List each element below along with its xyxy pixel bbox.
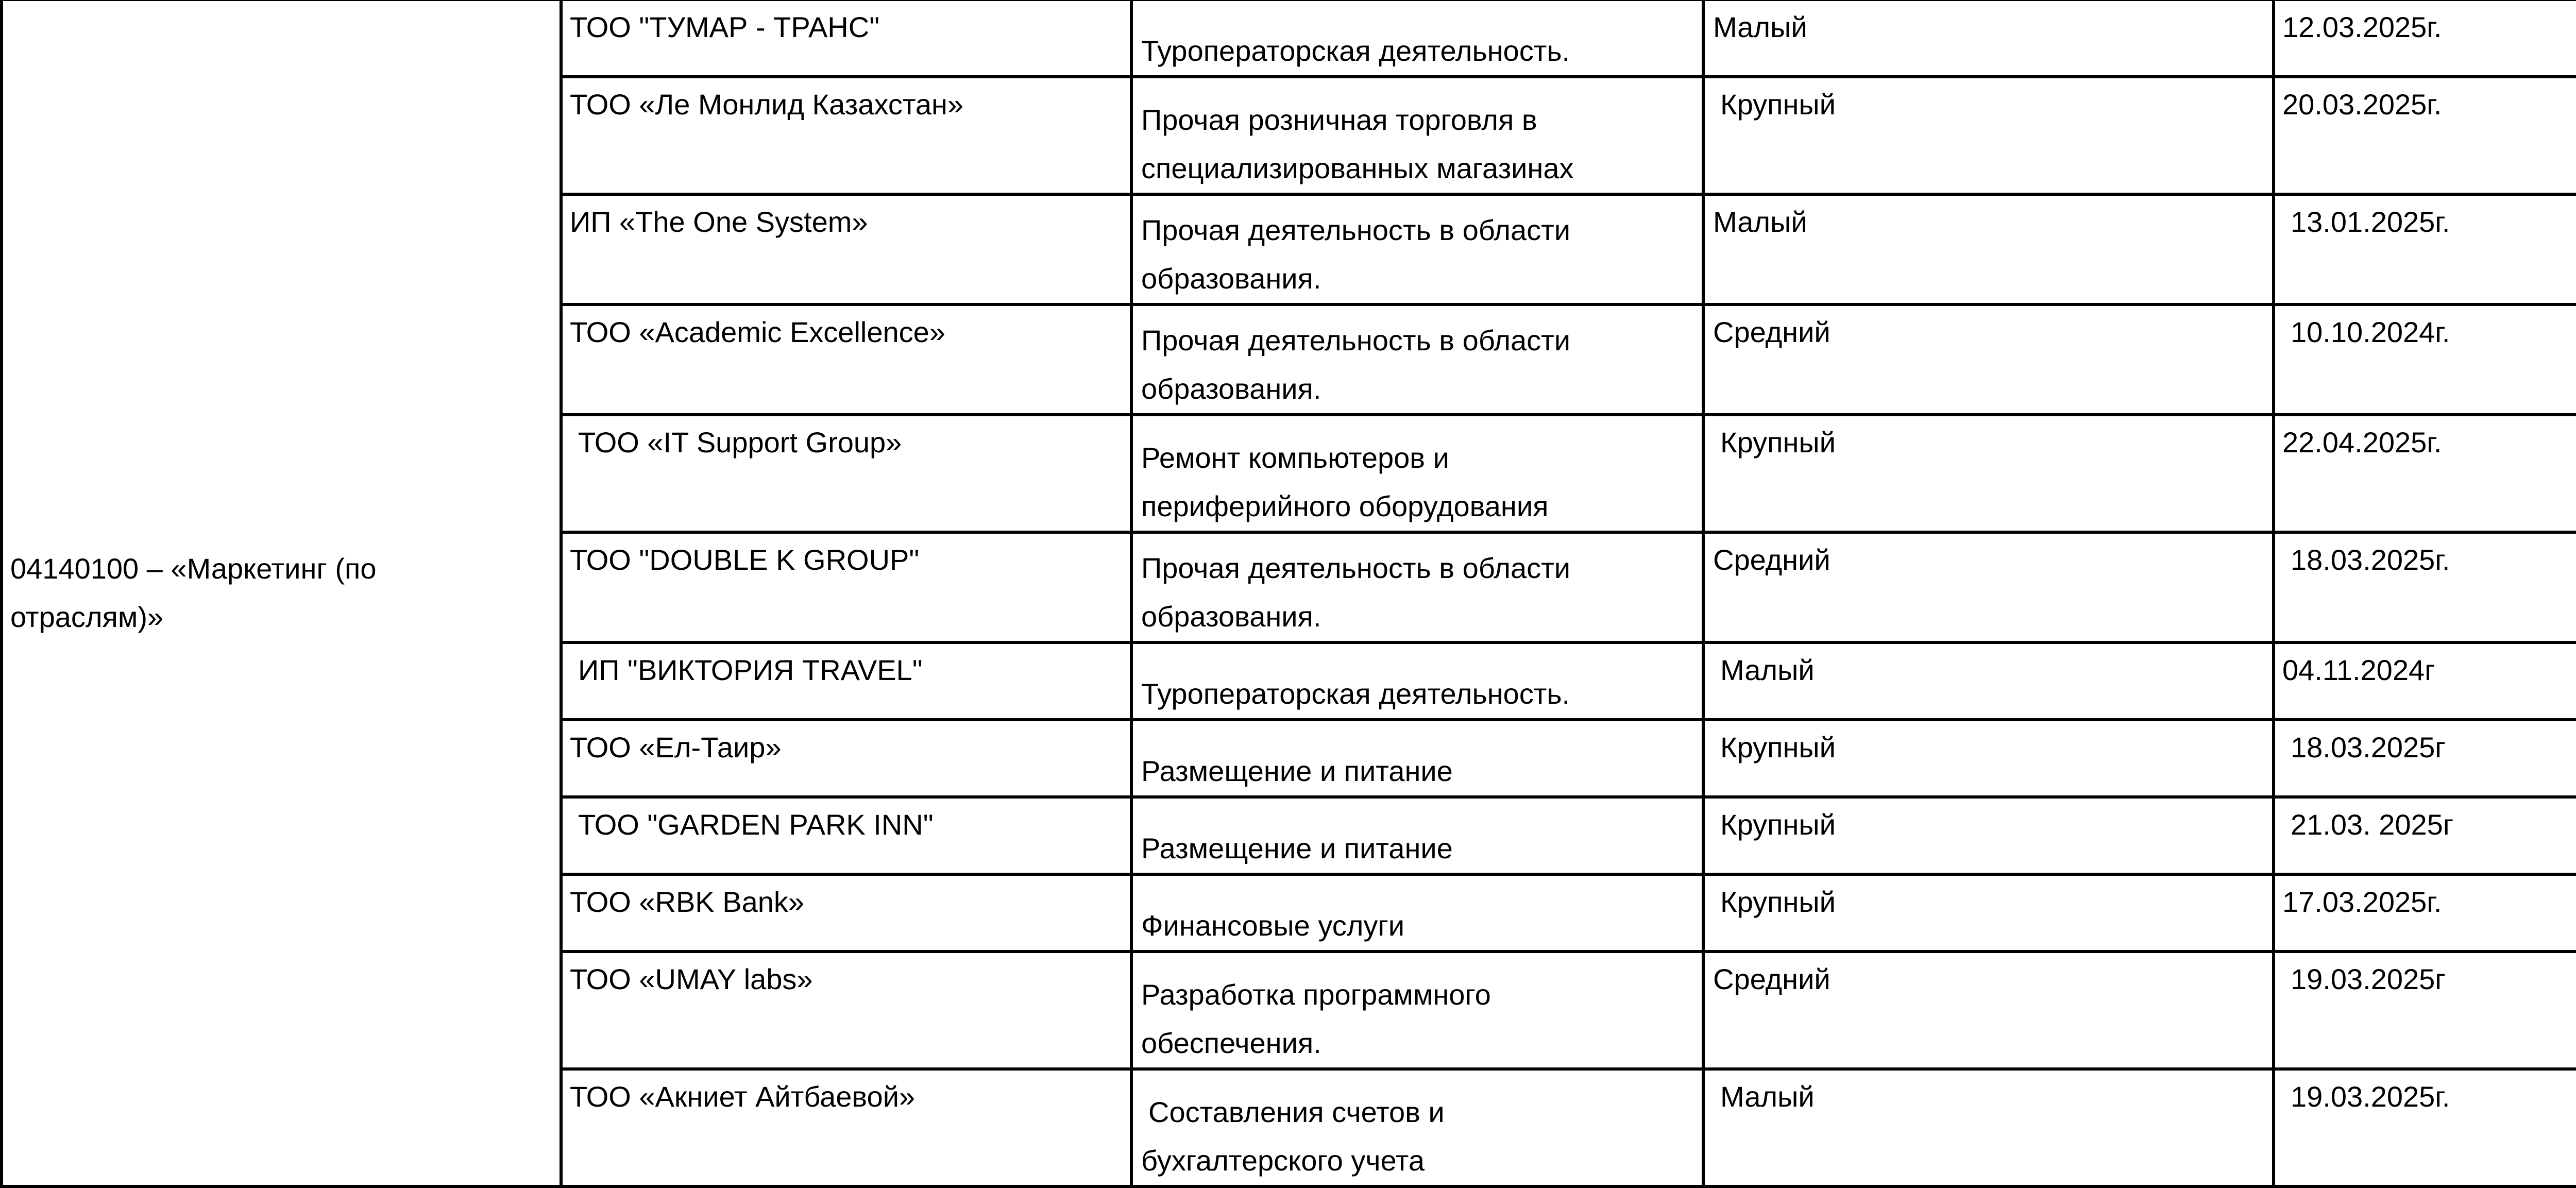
activity-cell[interactable]	[1131, 797, 1703, 874]
date-cell[interactable]	[2274, 797, 2576, 874]
date-text: 04.11.2024г	[2282, 654, 2435, 686]
org-cell[interactable]	[561, 77, 1131, 194]
date-cell[interactable]	[2274, 642, 2576, 720]
specialty-line-2: отраслям)»	[10, 601, 164, 633]
date-cell[interactable]	[2274, 952, 2576, 1069]
size-text: Малый	[1720, 654, 1815, 686]
specialty-cell[interactable]	[2, 0, 561, 1186]
org-name: ИП «The One System»	[570, 206, 868, 238]
org-name: ТОО "ТУМАР - ТРАНС"	[570, 11, 880, 43]
size-cell[interactable]	[1703, 532, 2274, 642]
size-cell[interactable]	[1703, 0, 2274, 77]
date-text: 18.03.2025г.	[2291, 544, 2450, 576]
org-name: ИП "ВИКТОРИЯ TRAVEL"	[578, 654, 923, 686]
org-cell[interactable]	[561, 952, 1131, 1069]
date-text: 19.03.2025г.	[2291, 1080, 2450, 1113]
date-cell[interactable]	[2274, 1069, 2576, 1186]
activity-text	[1133, 799, 1702, 873]
activity-line: Размещение и питание	[1141, 755, 1453, 787]
activity-text	[1133, 196, 1702, 303]
activity-cell[interactable]	[1131, 532, 1703, 642]
org-name: ТОО «Ел-Таир»	[570, 731, 782, 763]
size-cell[interactable]	[1703, 1069, 2274, 1186]
org-name: ТОО «Ле Монлид Казахстан»	[570, 88, 964, 121]
org-cell[interactable]	[561, 642, 1131, 720]
org-cell[interactable]	[561, 1069, 1131, 1186]
activity-cell[interactable]	[1131, 642, 1703, 720]
org-cell[interactable]	[561, 194, 1131, 304]
date-text: 17.03.2025г.	[2282, 886, 2442, 918]
activity-cell[interactable]	[1131, 1069, 1703, 1186]
size-text: Малый	[1713, 11, 1807, 43]
activity-line: образования.	[1141, 372, 1321, 405]
org-cell[interactable]	[561, 797, 1131, 874]
activity-line: обеспечения.	[1141, 1027, 1321, 1059]
size-cell[interactable]	[1703, 642, 2274, 720]
org-cell[interactable]	[561, 415, 1131, 532]
size-text: Малый	[1720, 1080, 1815, 1113]
org-name: ТОО «UMAY labs»	[570, 963, 813, 995]
activity-line: Размещение и питание	[1141, 832, 1453, 864]
org-cell[interactable]	[561, 720, 1131, 797]
date-cell[interactable]	[2274, 874, 2576, 952]
date-text: 18.03.2025г	[2291, 731, 2446, 763]
date-cell[interactable]	[2274, 304, 2576, 415]
specialty-line-1: 04140100 – «Маркетинг (по	[10, 552, 377, 585]
activity-text	[1133, 721, 1702, 795]
date-text: 10.10.2024г.	[2291, 316, 2450, 348]
activity-line: Прочая деятельность в области	[1141, 214, 1571, 246]
date-text: 12.03.2025г.	[2282, 11, 2442, 43]
org-name: ТОО «Academic Excellence»	[570, 316, 945, 348]
size-cell[interactable]	[1703, 797, 2274, 874]
size-text: Средний	[1713, 316, 1831, 348]
activity-text	[1133, 306, 1702, 413]
activity-cell[interactable]	[1131, 0, 1703, 77]
activity-line: образования.	[1141, 262, 1321, 295]
activity-cell[interactable]	[1131, 720, 1703, 797]
org-cell[interactable]	[561, 532, 1131, 642]
activity-cell[interactable]	[1131, 304, 1703, 415]
activity-line: Финансовые услуги	[1141, 909, 1405, 942]
date-text: 13.01.2025г.	[2291, 206, 2450, 238]
size-text: Крупный	[1720, 886, 1836, 918]
date-cell[interactable]	[2274, 194, 2576, 304]
date-cell[interactable]	[2274, 0, 2576, 77]
size-text: Средний	[1713, 544, 1831, 576]
org-cell[interactable]	[561, 0, 1131, 77]
org-name: ТОО "GARDEN PARK INN"	[578, 808, 934, 841]
activity-cell[interactable]	[1131, 874, 1703, 952]
size-text: Крупный	[1720, 731, 1836, 763]
activity-line: специализированных магазинах	[1141, 152, 1574, 184]
org-name: ТОО «RBK Bank»	[570, 886, 804, 918]
org-cell[interactable]	[561, 874, 1131, 952]
size-cell[interactable]	[1703, 952, 2274, 1069]
date-cell[interactable]	[2274, 532, 2576, 642]
size-text: Средний	[1713, 963, 1831, 995]
size-text: Крупный	[1720, 426, 1836, 459]
activity-text	[1133, 1071, 1702, 1185]
size-text: Крупный	[1720, 808, 1836, 841]
org-name: ТОО «IT Support Group»	[578, 426, 902, 459]
size-cell[interactable]	[1703, 720, 2274, 797]
date-text: 21.03. 2025г	[2291, 808, 2454, 841]
activity-line: периферийного оборудования	[1141, 490, 1549, 522]
activity-line: Туроператорская деятельность.	[1141, 677, 1570, 710]
table-row	[2, 0, 2576, 77]
org-name: ТОО "DOUBLE K GROUP"	[570, 544, 920, 576]
size-cell[interactable]	[1703, 415, 2274, 532]
activity-text	[1133, 1, 1702, 75]
activity-text	[1133, 534, 1702, 641]
activity-line: Туроператорская деятельность.	[1141, 35, 1570, 67]
activity-line: Прочая деятельность в области	[1141, 552, 1571, 584]
size-text: Крупный	[1720, 88, 1836, 121]
size-cell[interactable]	[1703, 874, 2274, 952]
activity-line: бухгалтерского учета	[1141, 1144, 1425, 1177]
activity-text	[1133, 644, 1702, 718]
date-text: 22.04.2025г.	[2282, 426, 2442, 459]
date-cell[interactable]	[2274, 720, 2576, 797]
activity-cell[interactable]	[1131, 952, 1703, 1069]
activity-text	[1133, 78, 1702, 193]
activity-line: образования.	[1141, 600, 1321, 633]
activity-line: Составления счетов и	[1148, 1096, 1445, 1128]
date-text: 20.03.2025г.	[2282, 88, 2442, 121]
org-cell[interactable]	[561, 304, 1131, 415]
activity-line: Ремонт компьютеров и	[1141, 442, 1449, 474]
size-cell[interactable]	[1703, 304, 2274, 415]
size-text: Малый	[1713, 206, 1807, 238]
org-name: ТОО «Акниет Айтбаевой»	[570, 1080, 916, 1113]
date-cell[interactable]	[2274, 415, 2576, 532]
activity-cell[interactable]	[1131, 194, 1703, 304]
date-text: 19.03.2025г	[2291, 963, 2446, 995]
activity-text	[1133, 953, 1702, 1067]
activity-line: Прочая розничная торговля в	[1141, 104, 1537, 136]
activity-cell[interactable]	[1131, 415, 1703, 532]
activity-cell[interactable]	[1131, 77, 1703, 194]
size-cell[interactable]	[1703, 77, 2274, 194]
date-cell[interactable]	[2274, 77, 2576, 194]
activity-text	[1133, 876, 1702, 950]
activity-line: Прочая деятельность в области	[1141, 324, 1571, 357]
size-cell[interactable]	[1703, 194, 2274, 304]
activity-line: Разработка программного	[1141, 978, 1491, 1011]
activity-text	[1133, 416, 1702, 531]
